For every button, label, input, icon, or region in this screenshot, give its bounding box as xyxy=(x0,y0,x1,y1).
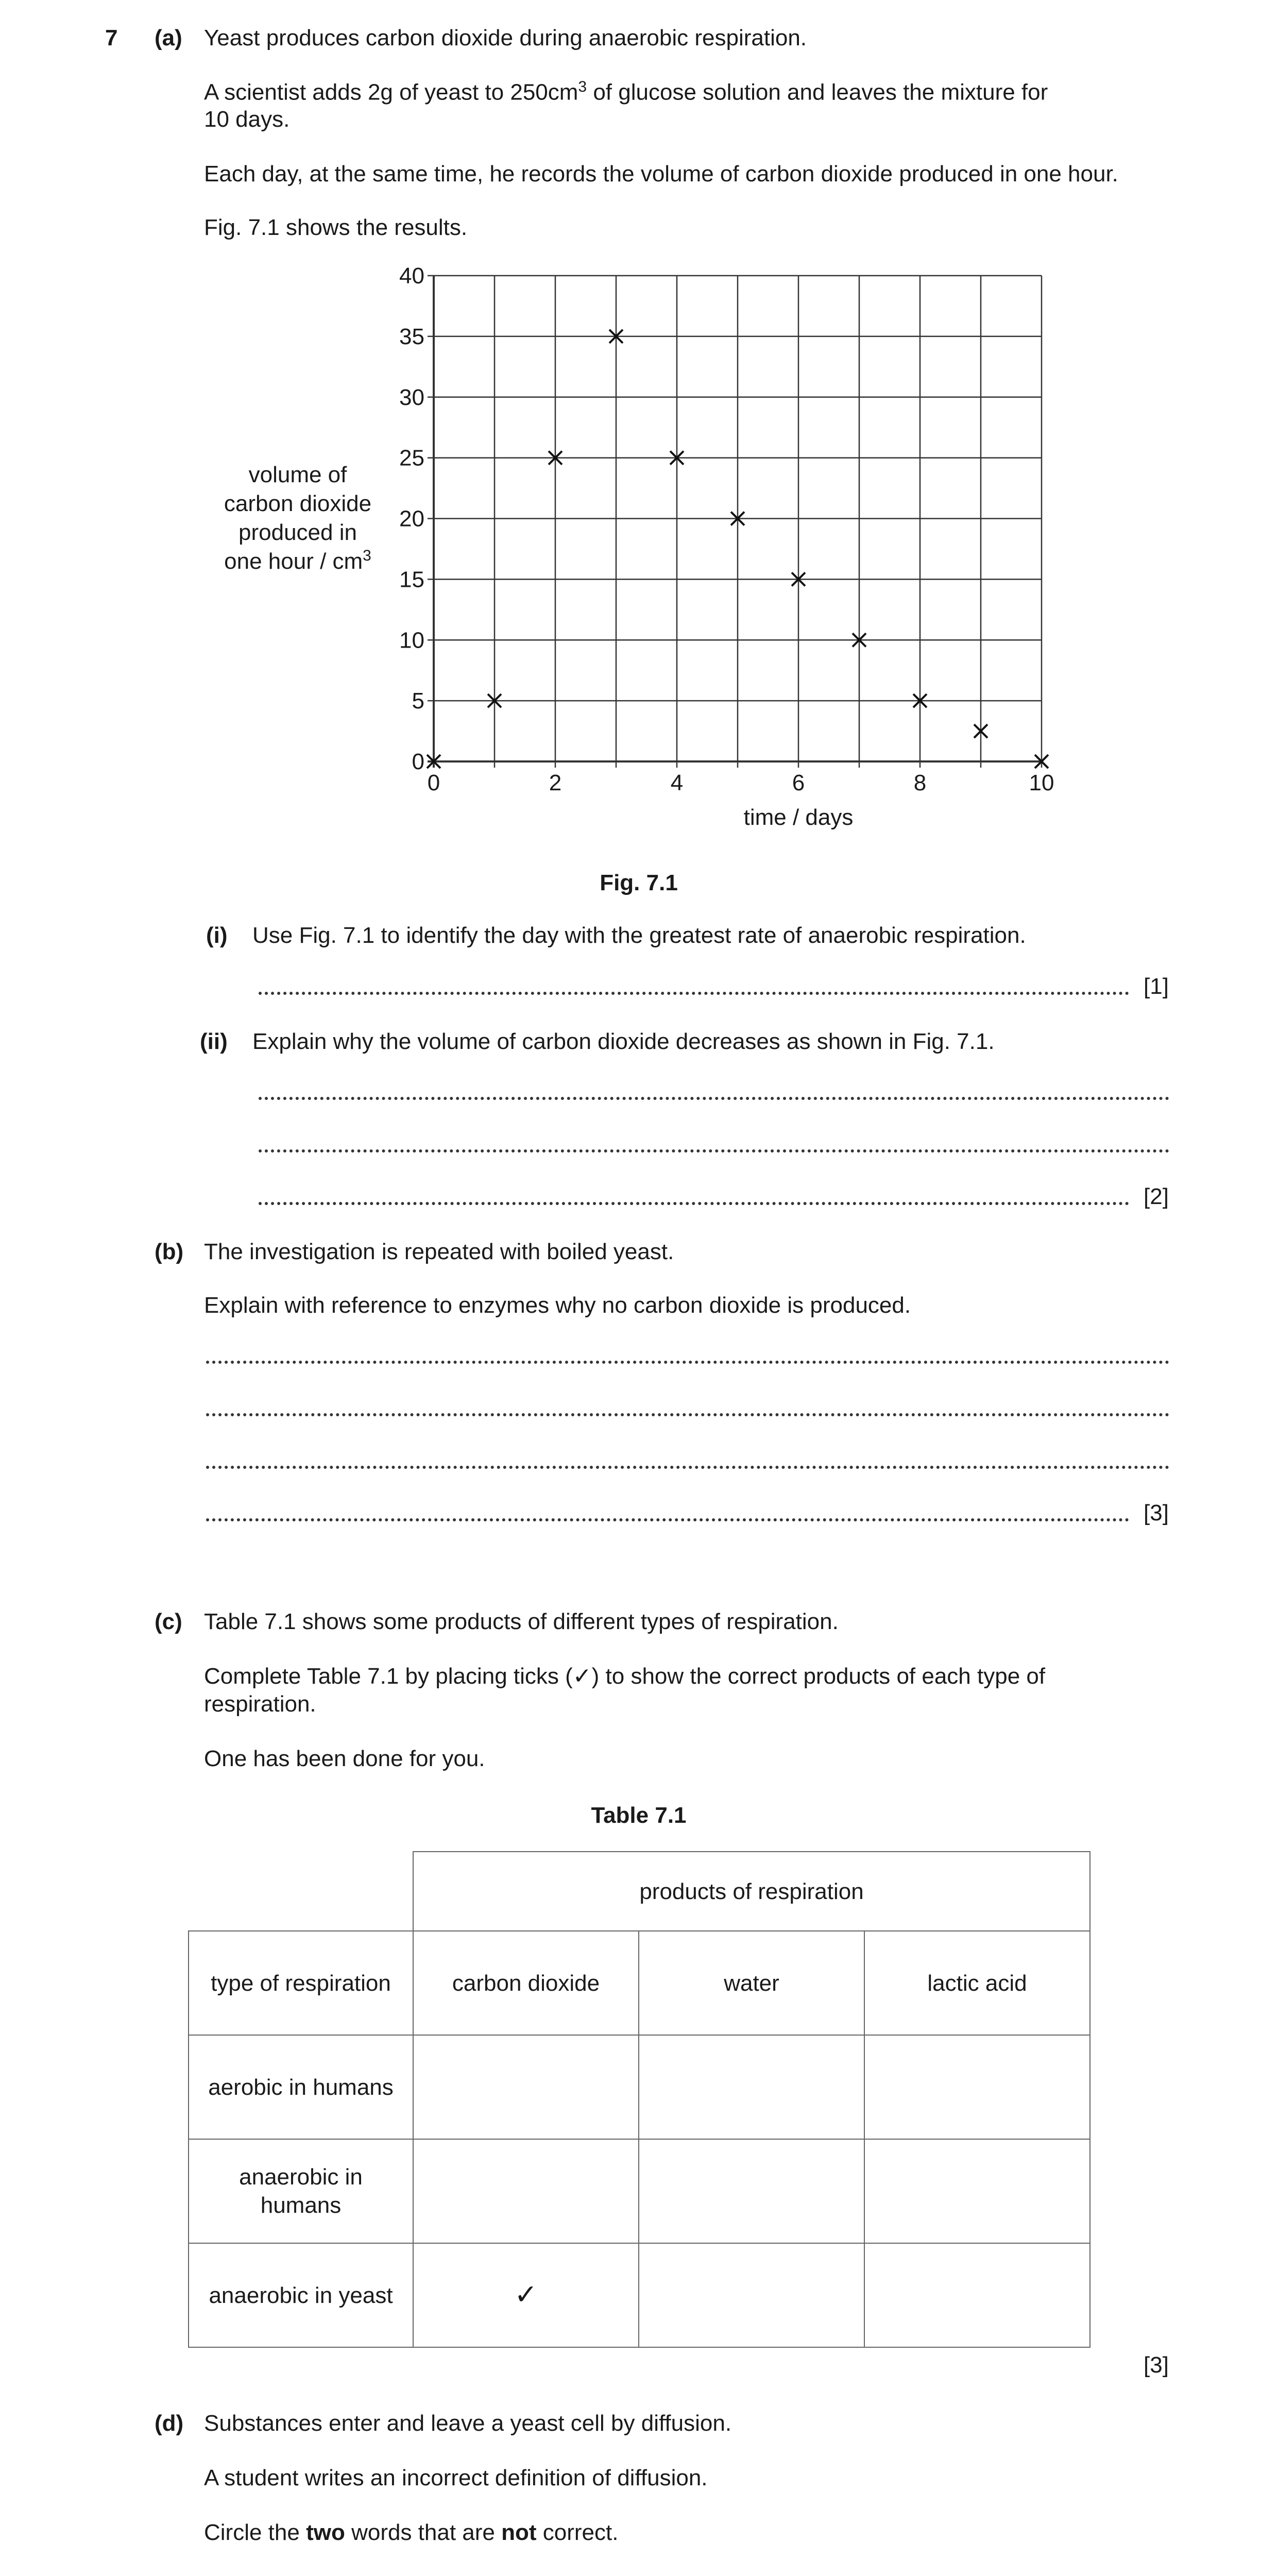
tick-cell[interactable] xyxy=(639,2243,864,2347)
row-header-type: type of respiration xyxy=(189,1931,413,2035)
part-a-para4: Fig. 7.1 shows the results. xyxy=(204,215,468,240)
y-tick-label: 10 xyxy=(399,628,424,653)
answer-line-a-ii-2[interactable] xyxy=(259,1149,1169,1153)
marks-c: [3] xyxy=(1144,2352,1169,2378)
y-tick-label: 30 xyxy=(399,384,424,410)
part-d-text2: A student writes an incorrect definition of diffusion. xyxy=(204,2465,708,2490)
table-row xyxy=(189,2035,1090,2139)
part-c-text1: Table 7.1 shows some products of different types of respiration. xyxy=(204,1609,839,1634)
answer-line-a-ii-1[interactable] xyxy=(259,1097,1169,1100)
table-header-row xyxy=(189,1931,1090,2035)
table-row xyxy=(189,2139,1090,2243)
chart-ticks xyxy=(399,263,1054,795)
marks-a-i: [1] xyxy=(1144,974,1169,999)
row-type-aerobic-humans: aerobic in humans xyxy=(189,2035,413,2139)
column-header-water: water xyxy=(639,1931,864,2035)
part-a-intro: Yeast produces carbon dioxide during anaerobic respiration. xyxy=(204,25,807,50)
answer-line-b-1[interactable] xyxy=(206,1361,1169,1364)
part-b-label: (b) xyxy=(155,1239,184,1264)
table-empty-corner xyxy=(189,1852,413,1931)
tick-cell[interactable]: ✓ xyxy=(413,2243,639,2347)
column-header-lactic-acid: lactic acid xyxy=(864,1931,1090,2035)
y-axis-label-line-3: produced in xyxy=(238,520,357,545)
products-group-header: products of respiration xyxy=(413,1852,1090,1931)
tick-cell[interactable] xyxy=(864,2243,1090,2347)
y-tick-label: 25 xyxy=(399,445,424,471)
part-a-para3: Each day, at the same time, he records the volume of carbon dioxide produced in one hour. xyxy=(204,161,1118,187)
tick-cell[interactable] xyxy=(864,2035,1090,2139)
table-group-header-row xyxy=(189,1852,1090,1931)
part-d-label: (d) xyxy=(155,2411,184,2436)
y-tick-label: 5 xyxy=(412,688,424,714)
part-a-i-text: Use Fig. 7.1 to identify the day with the greatest rate of anaerobic respiration. xyxy=(252,923,1026,948)
column-header-carbon-dioxide: carbon dioxide xyxy=(413,1931,639,2035)
marks-b: [3] xyxy=(1144,1500,1169,1526)
tick-cell[interactable] xyxy=(413,2139,639,2243)
x-tick-label: 4 xyxy=(670,770,684,795)
y-tick-label: 15 xyxy=(399,567,424,592)
part-a-para2-line2: 10 days. xyxy=(204,107,290,132)
answer-line-a-ii-3[interactable] xyxy=(259,1202,1129,1205)
y-axis-label-line-1: volume of xyxy=(248,462,347,487)
x-tick-label: 6 xyxy=(792,770,805,795)
question-number: 7 xyxy=(105,25,118,50)
y-tick-label: 40 xyxy=(399,263,424,289)
tick-cell[interactable] xyxy=(413,2035,639,2139)
x-tick-label: 0 xyxy=(427,770,440,795)
y-tick-label: 35 xyxy=(399,324,424,349)
respiration-products-table xyxy=(188,1851,1090,2348)
tick-cell[interactable] xyxy=(639,2139,864,2243)
table-caption: Table 7.1 xyxy=(591,1803,687,1828)
y-axis-label-line-4: one hour / $cm^3$ xyxy=(224,547,371,574)
part-c-text3: One has been done for you. xyxy=(204,1746,485,1771)
superscript-3: 3 xyxy=(578,78,587,95)
part-a-i-label: (i) xyxy=(206,923,228,948)
x-tick-label: 8 xyxy=(913,770,927,795)
answer-line-b-3[interactable] xyxy=(206,1466,1169,1469)
part-b-text1: The investigation is repeated with boiled yeast. xyxy=(204,1239,674,1264)
part-a-para2-line1: A scientist adds 2g of yeast to $250cm^3$ of glucose solution and leaves the mixture for xyxy=(204,78,1048,105)
part-c-text2-line1: Complete Table 7.1 by placing ticks (✓) to show the correct products of each type of xyxy=(204,1664,1046,1689)
x-tick-label: 10 xyxy=(1029,770,1054,795)
part-c-text2-line2: respiration. xyxy=(204,1691,316,1717)
tick-cell[interactable] xyxy=(864,2139,1090,2243)
part-a-ii-label: (ii) xyxy=(200,1029,228,1054)
row-type-anaerobic-humans: anaerobic in humans xyxy=(189,2139,413,2243)
table-row xyxy=(189,2243,1090,2347)
part-a-label: (a) xyxy=(155,25,182,50)
marks-a-ii: [2] xyxy=(1144,1184,1169,1209)
part-d-text1: Substances enter and leave a yeast cell by diffusion. xyxy=(204,2411,732,2436)
fig-caption: Fig. 7.1 xyxy=(600,870,678,895)
x-axis-label: time / days xyxy=(743,805,854,830)
part-b-text2: Explain with reference to enzymes why no carbon dioxide is produced. xyxy=(204,1293,911,1318)
fig-7-1-chart xyxy=(0,0,1278,902)
part-c-label: (c) xyxy=(155,1609,182,1634)
tick-cell[interactable] xyxy=(639,2035,864,2139)
answer-line-a-i[interactable] xyxy=(259,992,1129,995)
answer-line-b-2[interactable] xyxy=(206,1413,1169,1416)
y-axis-label-line-2: carbon dioxide xyxy=(224,491,372,516)
answer-line-b-4[interactable] xyxy=(206,1518,1129,1521)
row-type-anaerobic-yeast: anaerobic in yeast xyxy=(189,2243,413,2347)
y-axis-label-superscript: 3 xyxy=(363,547,371,564)
part-d-text3: Circle the two words that are not correct. xyxy=(204,2520,619,2545)
y-tick-label: 0 xyxy=(412,749,424,774)
x-tick-label: 2 xyxy=(549,770,562,795)
part-a-ii-text: Explain why the volume of carbon dioxide decreases as shown in Fig. 7.1. xyxy=(252,1029,995,1054)
y-tick-label: 20 xyxy=(399,506,424,532)
